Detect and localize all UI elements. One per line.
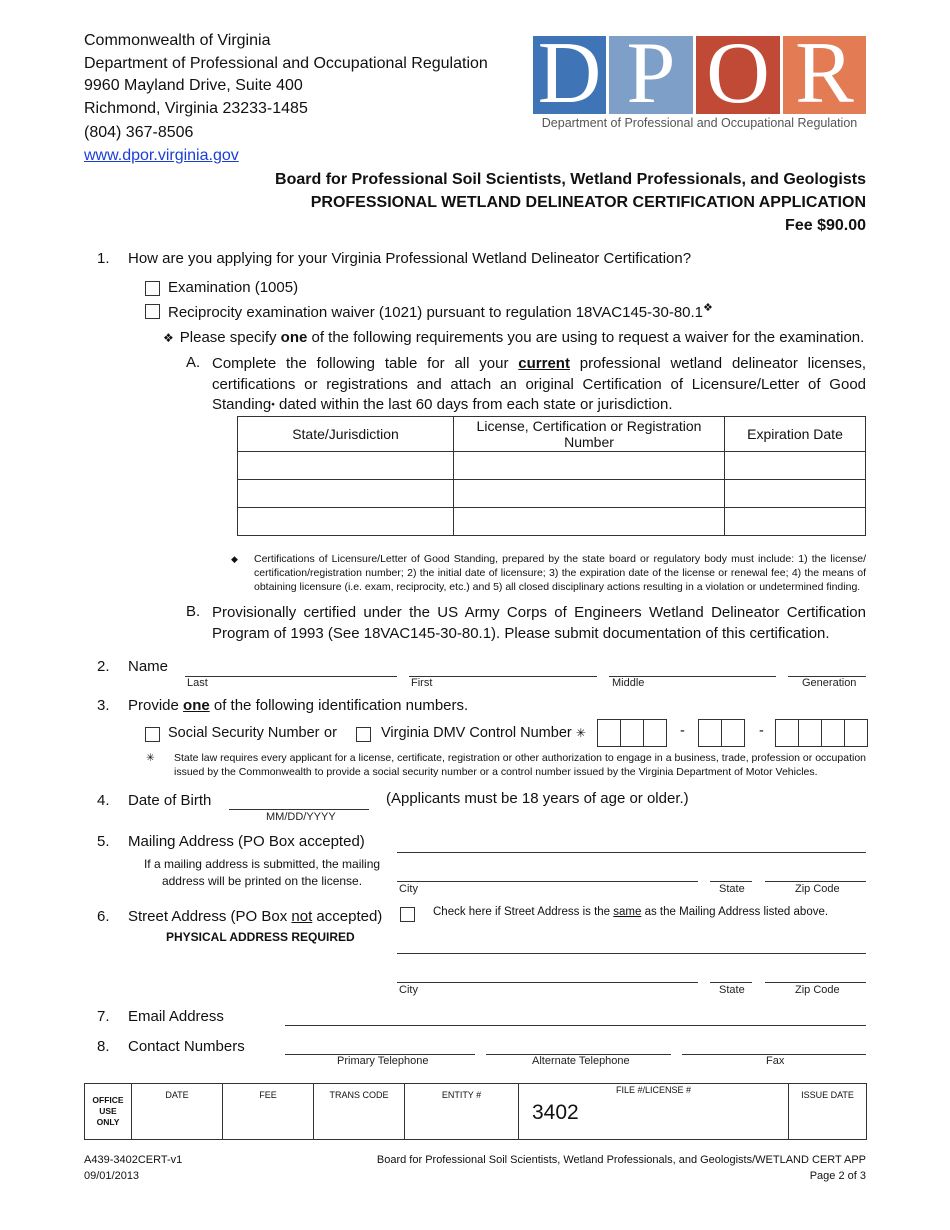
q8-number: 8. (97, 1038, 110, 1055)
last-name-field[interactable] (185, 676, 397, 677)
street-label-pre: Street Address (PO Box (128, 908, 292, 925)
reciprocity-checkbox[interactable] (145, 304, 160, 319)
middle-caption: Middle (612, 677, 645, 689)
col-license-number: License, Certification or Registration Number (454, 417, 725, 452)
cell-input[interactable] (454, 508, 725, 536)
option-b-text: Provisionally certified under the US Army Corps of Engineers Wetland Delineator Certification Program of 1993 (See 18VAC145-30-80.1). Please submit documentation of this certification. (212, 604, 866, 642)
a-bold: current (518, 355, 570, 372)
licensure-note: Certifications of Licensure/Letter of Good Standing, prepared by the state board or regulatory body must include: 1) the license/ certification/registration number; 2) the initial date of licensure; 3) the expiration date of the license or renewal fee; 4) the means of obtaining licensure (i.e. exam, reciprocity, etc.) and 5) all closed disciplinary actions resulting in a violation or undetermined finding. (254, 553, 866, 593)
q5-number: 5. (97, 833, 110, 850)
address-line: Department of Professional and Occupational Regulation (84, 54, 488, 72)
office-trans-cell (314, 1084, 405, 1140)
cell-input[interactable] (238, 480, 454, 508)
digit-divider (821, 720, 822, 746)
address-line: 9960 Mayland Drive, Suite 400 (84, 77, 303, 94)
office-use-row (85, 1084, 867, 1140)
digit-divider (798, 720, 799, 746)
office-file-header: FILE #/LICENSE # (615, 1085, 692, 1095)
q6-number: 6. (97, 908, 110, 925)
table-row (238, 480, 866, 508)
check-pre: Check here if Street Address is the (433, 906, 614, 918)
cell-input[interactable] (238, 508, 454, 536)
diamond-icon: ❖ (163, 331, 174, 345)
fee: Fee $90.00 (785, 217, 866, 234)
digit-divider (721, 720, 722, 746)
id-number-part3[interactable] (775, 719, 868, 747)
cell-input[interactable] (454, 452, 725, 480)
state-caption: State (719, 984, 745, 996)
city-caption: City (399, 984, 418, 996)
office-file-cell (519, 1084, 789, 1140)
name-label: Name (128, 658, 169, 675)
mailing-state-field[interactable] (710, 881, 752, 882)
a-mid: professional wetland delineator licenses, certifications or registrations and attach an original Certification of Licensure/Letter of Good Standing (212, 355, 866, 413)
id-number-part1[interactable] (597, 719, 667, 747)
office-label-line: ONLY (96, 1117, 120, 1127)
dob-format: MM/DD/YYYY (266, 811, 336, 823)
id-number-part2[interactable] (698, 719, 745, 747)
q3-text (128, 697, 468, 714)
phone: (804) 367-8506 (84, 124, 194, 141)
page-number: Page 2 of 3 (809, 1170, 866, 1182)
dob-field[interactable] (229, 809, 369, 810)
same-address-checkbox[interactable] (400, 907, 415, 922)
age-note: (Applicants must be 18 years of age or older.) (386, 790, 689, 807)
table-header-row (238, 417, 866, 452)
form-id: A439-3402CERT-v1 (84, 1154, 183, 1166)
mailing-note (128, 856, 396, 890)
primary-phone-caption: Primary Telephone (337, 1055, 429, 1067)
fax-caption: Fax (766, 1055, 785, 1067)
contact-label: Contact Numbers (128, 1038, 245, 1055)
dmv-text: Virginia DMV Control Number (381, 725, 572, 741)
form-date: 09/01/2013 (84, 1170, 140, 1182)
cell-input[interactable] (238, 452, 454, 480)
city-caption: City (399, 883, 418, 895)
q3-number: 3. (97, 697, 110, 714)
email-label: Email Address (128, 1008, 224, 1025)
office-issue-cell (789, 1084, 867, 1140)
option-b-label: B. (186, 603, 201, 620)
q7-number: 7. (97, 1008, 110, 1025)
office-entity-header: ENTITY # (441, 1090, 482, 1100)
street-label-not: not (291, 908, 313, 925)
exam-label: Examination (1005) (168, 279, 299, 296)
cell-input[interactable] (725, 480, 866, 508)
or-label: or (324, 725, 337, 741)
office-issue-header: ISSUE DATE (801, 1090, 854, 1100)
office-fee-cell (223, 1084, 314, 1140)
digit-divider (620, 720, 621, 746)
alternate-phone-caption: Alternate Telephone (532, 1055, 630, 1067)
logo-letter-r: R (795, 25, 854, 122)
mailing-zip-field[interactable] (765, 881, 866, 882)
dmv-checkbox[interactable] (356, 727, 371, 742)
cell-input[interactable] (725, 508, 866, 536)
table-row (238, 508, 866, 536)
dob-label: Date of Birth (128, 792, 212, 809)
table-row (238, 452, 866, 480)
specify-post: of the following requirements you are using to request a waiver for the examination. (307, 329, 865, 346)
office-date-header: DATE (165, 1090, 189, 1100)
mailing-street-field[interactable] (397, 852, 866, 853)
dpor-logo (533, 25, 866, 136)
form-title: PROFESSIONAL WETLAND DELINEATOR CERTIFICATION APPLICATION (310, 194, 866, 211)
street-city-field[interactable] (397, 982, 698, 983)
id-dash: - (759, 723, 764, 739)
a-post: dated within the last 60 days from each state or jurisdiction. (274, 396, 673, 413)
asterisk-icon: ✳ (146, 752, 155, 764)
q2-number: 2. (97, 658, 110, 675)
exam-checkbox[interactable] (145, 281, 160, 296)
license-table (237, 416, 866, 536)
first-name-field[interactable] (409, 676, 597, 677)
q1-number: 1. (97, 250, 110, 267)
logo-caption: Department of Professional and Occupational Regulation (541, 116, 858, 130)
ssn-law-note: State law requires every applicant for a license, certificate, registration or other authorization to engage in a business, trade, profession or occupation issued by the Commonwealth to provide a social security number or a control number issued by the Virginia Department of Motor Vehicles. (174, 752, 866, 778)
street-zip-field[interactable] (765, 982, 866, 983)
cell-input[interactable] (454, 480, 725, 508)
address-line: Richmond, Virginia 23233-1485 (84, 99, 308, 117)
q3-post: of the following identification numbers. (209, 697, 469, 714)
q4-number: 4. (97, 792, 110, 809)
digit-divider (844, 720, 845, 746)
board-name: Board for Professional Soil Scientists, Wetland Professionals, and Geologists (275, 171, 866, 188)
dmv-label (381, 725, 586, 741)
option-a-label: A. (186, 354, 201, 371)
reciprocity-label (168, 301, 713, 321)
check-post: as the Mailing Address listed above. (641, 906, 829, 918)
q1-text: How are you applying for your Virginia Professional Wetland Delineator Certification? (128, 250, 692, 267)
zip-caption: Zip Code (795, 984, 840, 996)
state-caption: State (719, 883, 745, 895)
diamond-bullet-icon: ◆ (231, 554, 238, 564)
street-state-field[interactable] (710, 982, 752, 983)
office-label-line: USE (99, 1106, 117, 1116)
a-pre: Complete the following table for all your (212, 355, 519, 372)
col-expiration: Expiration Date (725, 417, 866, 452)
q3-pre: Provide (128, 697, 184, 714)
bullet-icon: ⬩ (271, 399, 275, 410)
street-label (128, 908, 382, 925)
zip-caption: Zip Code (795, 883, 840, 895)
specify-bold: one (280, 329, 308, 346)
mailing-note-line: address will be printed on the license. (161, 874, 363, 888)
logo-letter-o: O (706, 25, 770, 122)
street-label-post: accepted) (312, 908, 383, 925)
ssn-label: Social Security Number (168, 725, 320, 741)
logo-letter-d: D (537, 25, 602, 122)
mailing-note-line: If a mailing address is submitted, the mailing (143, 857, 381, 871)
footer-left (84, 1152, 182, 1184)
logo-letter-p: P (626, 25, 676, 122)
last-caption: Last (187, 677, 208, 689)
email-field[interactable] (285, 1025, 866, 1026)
asterisk-icon: ✳ (575, 726, 586, 740)
footer-right (346, 1152, 866, 1184)
file-number-value: 3402 (532, 1101, 579, 1124)
id-dash: - (680, 723, 685, 739)
office-label-line: OFFICE (92, 1095, 124, 1105)
office-entity-cell (405, 1084, 519, 1140)
diamond-icon: ❖ (703, 302, 713, 314)
first-caption: First (411, 677, 433, 689)
mailing-label: Mailing Address (PO Box accepted) (128, 833, 365, 850)
check-same: same (613, 906, 642, 918)
cell-input[interactable] (725, 452, 866, 480)
address-line: Commonwealth of Virginia (84, 32, 271, 49)
same-address-label (433, 906, 828, 918)
website-link[interactable]: www.dpor.virginia.gov (84, 146, 239, 164)
office-fee-header: FEE (259, 1090, 277, 1100)
physical-address-required: PHYSICAL ADDRESS REQUIRED (166, 930, 355, 944)
footer-board: Board for Professional Soil Scientists, Wetland Professionals, and Geologists/WETLAND CERT APP (376, 1154, 866, 1166)
digit-divider (643, 720, 644, 746)
office-trans-header: TRANS CODE (329, 1090, 389, 1100)
q3-bold: one (183, 697, 210, 714)
form-title-block (166, 168, 866, 237)
mailing-city-field[interactable] (397, 881, 698, 882)
office-use-label (85, 1084, 132, 1140)
ssn-checkbox[interactable] (145, 727, 160, 742)
reciprocity-text: Reciprocity examination waiver (1021) pursuant to regulation 18VAC145-30-80.1 (168, 304, 704, 321)
office-use-table (84, 1083, 867, 1140)
generation-caption: Generation (802, 677, 857, 689)
office-date-cell (132, 1084, 223, 1140)
col-state: State/Jurisdiction (238, 417, 454, 452)
option-a-text (212, 354, 866, 416)
street-field[interactable] (397, 953, 866, 954)
agency-address (84, 30, 488, 167)
specify-pre: Please specify (179, 329, 281, 346)
specify-line (163, 329, 864, 346)
